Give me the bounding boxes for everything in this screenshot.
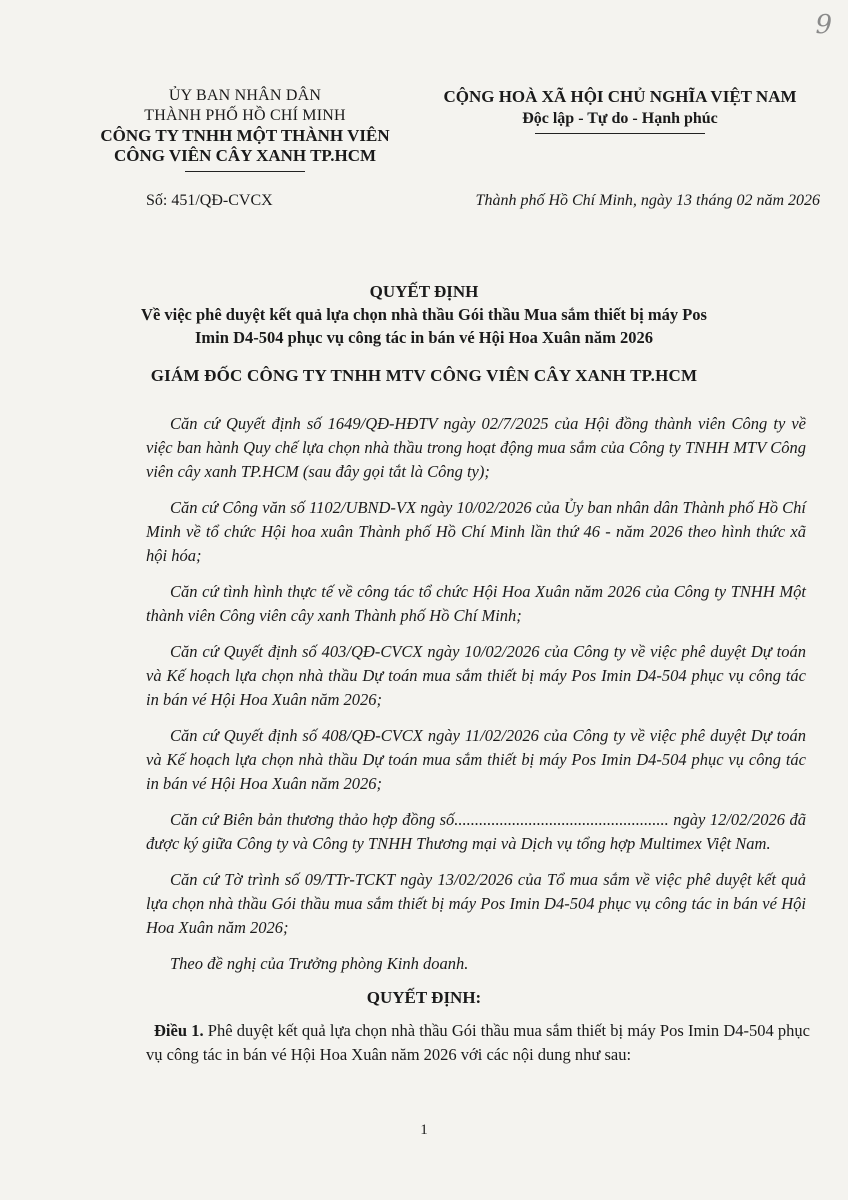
motto-underline bbox=[535, 133, 705, 134]
issuer-header bbox=[70, 86, 420, 172]
decision-heading: QUYẾT ĐỊNH: bbox=[366, 988, 482, 1007]
legal-basis-8: Theo đề nghị của Trưởng phòng Kinh doanh. bbox=[170, 954, 469, 973]
page-number: 1 bbox=[420, 1122, 428, 1138]
legal-basis-5: Căn cứ Quyết định số 408/QĐ-CVCX ngày 11/02/2026 của Công ty về việc phê duyệt Dự toán và Kế hoạch lựa chọn nhà thầu Dự toán mua sắm thiết bị máy Pos Imin D4-504 phục vụ công tác in bán vé Hội Hoa Xuân năm 2026; bbox=[146, 726, 806, 793]
national-motto: Độc lập - Tự do - Hạnh phúc bbox=[522, 110, 718, 127]
national-title: CỘNG HOÀ XÃ HỘI CHỦ NGHĨA VIỆT NAM bbox=[443, 87, 797, 106]
document-title bbox=[40, 280, 808, 349]
article-1-text: Phê duyệt kết quả lựa chọn nhà thầu Gói thầu mua sắm thiết bị máy Pos Imin D4-504 phục vụ công tác in bán vé Hội Hoa Xuân năm 2026 với các nội dung như sau: bbox=[146, 1021, 810, 1064]
issuer-line-1: ỦY BAN NHÂN DÂN bbox=[168, 87, 322, 104]
legal-basis-7: Căn cứ Tờ trình số 09/TTr-TCKT ngày 13/02/2026 của Tổ mua sắm về việc phê duyệt kết quả lựa chọn nhà thầu Gói thầu mua sắm thiết bị máy Pos Imin D4-504 phục vụ công tác in bán vé Hội Hoa Xuân năm 2026; bbox=[146, 870, 806, 937]
handwritten-page-mark: 9 bbox=[815, 10, 832, 40]
title-line-3: Imin D4-504 phục vụ công tác in bán vé Hội Hoa Xuân năm 2026 bbox=[195, 328, 653, 347]
issuer-line-3: CÔNG TY TNHH MỘT THÀNH VIÊN bbox=[100, 126, 390, 145]
national-header bbox=[420, 86, 820, 134]
document-date: Thành phố Hồ Chí Minh, ngày 13 tháng 02 năm 2026 bbox=[475, 192, 820, 209]
legal-basis-2: Căn cứ Công văn số 1102/UBND-VX ngày 10/02/2026 của Ủy ban nhân dân Thành phố Hồ Chí Minh về tổ chức Hội hoa xuân Thành phố Hồ Chí Minh lần thứ 46 - năm 2026 theo hình thức xã hội hóa; bbox=[146, 498, 806, 565]
issuer-line-4: CÔNG VIÊN CÂY XANH TP.HCM bbox=[113, 146, 377, 165]
document-number: Số: 451/QĐ-CVCX bbox=[146, 192, 273, 209]
article-1-label: Điều 1. bbox=[154, 1021, 204, 1040]
legal-basis-4: Căn cứ Quyết định số 403/QĐ-CVCX ngày 10/02/2026 của Công ty về việc phê duyệt Dự toán và Kế hoạch lựa chọn nhà thầu Dự toán mua sắm thiết bị máy Pos Imin D4-504 phục vụ công tác in bán vé Hội Hoa Xuân năm 2026; bbox=[146, 642, 806, 709]
legal-basis-6: Căn cứ Biên bản thương thảo hợp đồng số.................................................... ngày 12/02/2026 đã được ký giữa Công ty và Công ty TNHH Thương mại và Dịch vụ tổng hợp Multimex Việt Nam. bbox=[146, 810, 806, 853]
issuing-authority: GIÁM ĐỐC CÔNG TY TNHH MTV CÔNG VIÊN CÂY XANH TP.HCM bbox=[150, 366, 698, 385]
title-line-1: QUYẾT ĐỊNH bbox=[369, 282, 479, 301]
legal-bases bbox=[146, 412, 806, 988]
issuer-line-2: THÀNH PHỐ HỒ CHÍ MINH bbox=[144, 107, 346, 124]
title-line-2: Về việc phê duyệt kết quả lựa chọn nhà thầu Gói thầu Mua sắm thiết bị máy Pos bbox=[141, 305, 707, 324]
article-1 bbox=[146, 1019, 810, 1067]
legal-basis-3: Căn cứ tình hình thực tế về công tác tổ chức Hội Hoa Xuân năm 2026 của Công ty TNHH Một thành viên Công viên cây xanh Thành phố Hồ Chí Minh; bbox=[146, 582, 806, 625]
issuer-underline bbox=[185, 171, 305, 172]
legal-basis-1: Căn cứ Quyết định số 1649/QĐ-HĐTV ngày 02/7/2025 của Hội đồng thành viên Công ty về việc ban hành Quy chế lựa chọn nhà thầu trong hoạt động mua sắm của Công ty TNHH MTV Công viên cây xanh TP.HCM (sau đây gọi tắt là Công ty); bbox=[146, 414, 806, 481]
